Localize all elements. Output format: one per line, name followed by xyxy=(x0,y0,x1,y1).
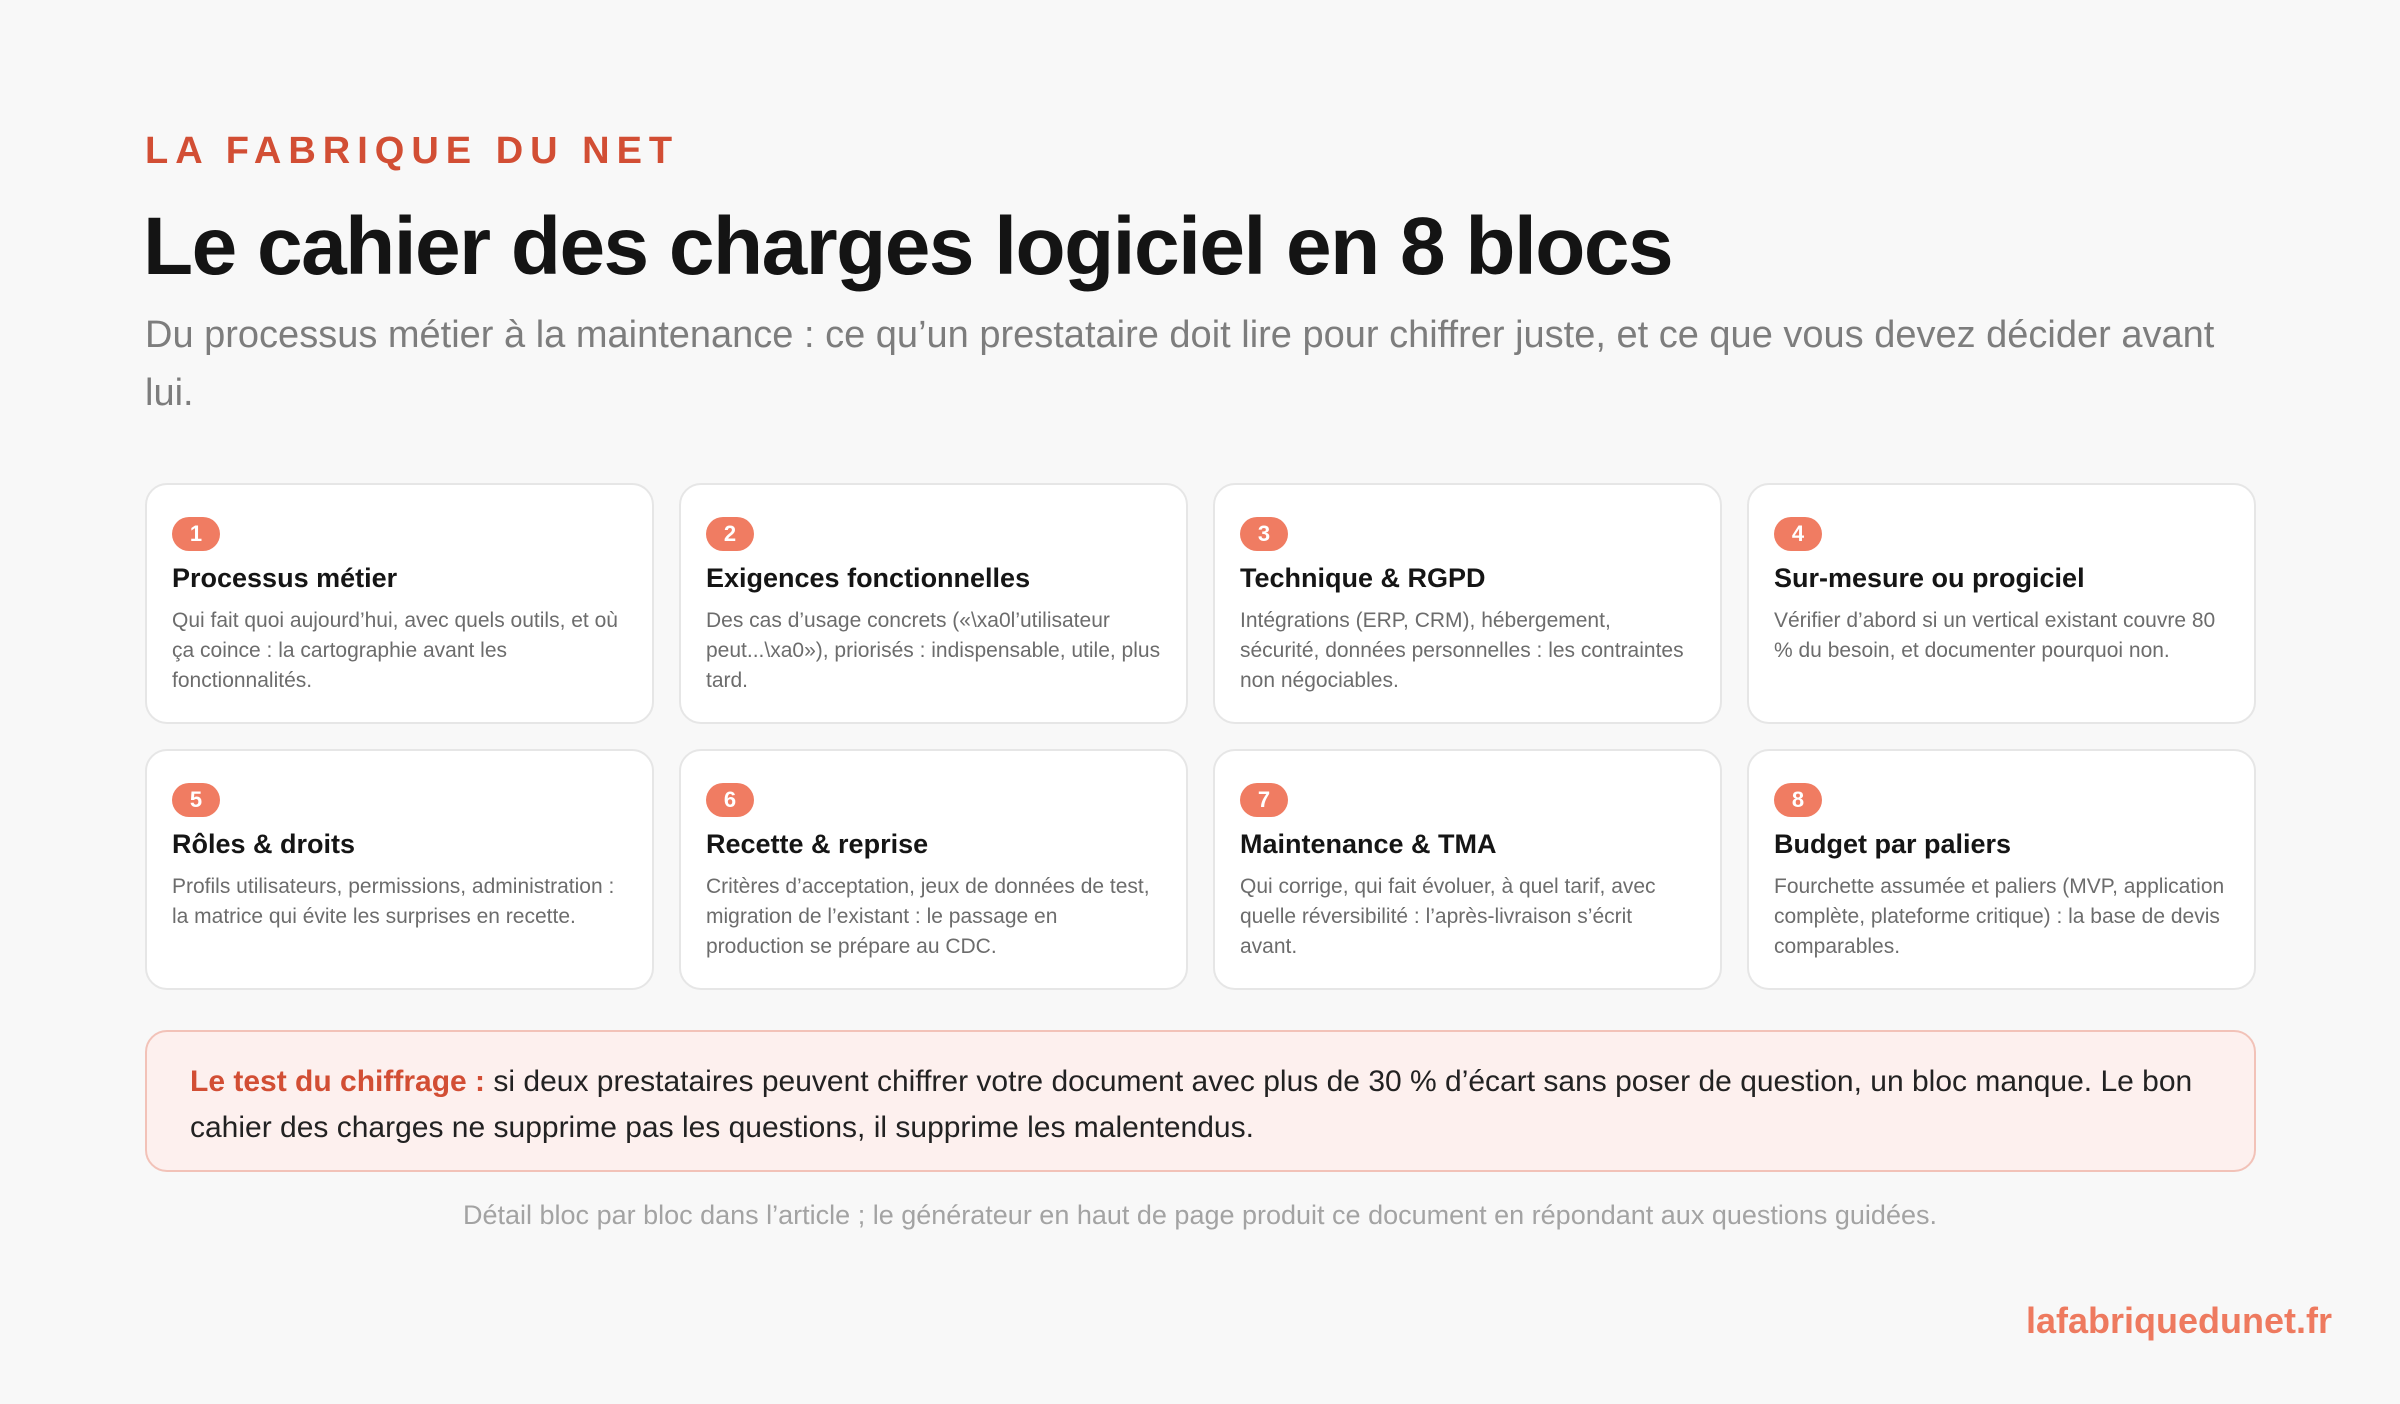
block-card-3 xyxy=(1213,483,1722,724)
block-description: Qui corrige, qui fait évoluer, à quel tarif, avec quelle réversibilité : l’après-livraison s’écrit avant. xyxy=(1240,875,1656,958)
callout-text: si deux prestataires peuvent chiffrer votre document avec plus de 30 % d’écart sans poser de question, un bloc manque. Le bon cahier des charges ne supprime pas les questions, il supprime les malentendus. xyxy=(190,1065,2193,1144)
block-description: Fourchette assumée et paliers (MVP, application complète, plateforme critique) : la base de devis comparables. xyxy=(1774,875,2225,958)
block-card-7 xyxy=(1213,749,1722,990)
block-description: Qui fait quoi aujourd’hui, avec quels outils, et où ça coince : la cartographie avant les fonctionnalités. xyxy=(172,609,618,692)
block-title: Sur-mesure ou progiciel xyxy=(1774,563,2085,593)
block-title: Budget par paliers xyxy=(1774,829,2012,859)
block-description: Profils utilisateurs, permissions, administration : la matrice qui évite les surprises en recette. xyxy=(172,875,615,928)
block-card-4 xyxy=(1747,483,2256,724)
block-title: Recette & reprise xyxy=(706,829,929,859)
block-card-1 xyxy=(145,483,654,724)
block-number-badge: 1 xyxy=(172,517,220,551)
block-number-badge: 7 xyxy=(1240,783,1288,817)
block-number-badge: 3 xyxy=(1240,517,1288,551)
block-number-badge: 5 xyxy=(172,783,220,817)
callout-label: Le test du chiffrage : xyxy=(190,1065,486,1098)
brand-label: LA FABRIQUE DU NET xyxy=(145,130,680,172)
block-title: Processus métier xyxy=(172,563,398,593)
block-card-2 xyxy=(679,483,1188,724)
block-title: Technique & RGPD xyxy=(1240,563,1486,593)
block-card-5 xyxy=(145,749,654,990)
pricing-test-callout xyxy=(145,1030,2256,1172)
page-title: Le cahier des charges logiciel en 8 blocs xyxy=(143,201,1673,292)
site-url: lafabriquedunet.fr xyxy=(2025,1300,2332,1341)
block-card-6 xyxy=(679,749,1188,990)
block-description: Intégrations (ERP, CRM), hébergement, sécurité, données personnelles : les contraintes non négociables. xyxy=(1240,609,1684,692)
block-description: Critères d’acceptation, jeux de données de test, migration de l’existant : le passage en production se prépare au CDC. xyxy=(706,875,1150,958)
block-number-badge: 4 xyxy=(1774,517,1822,551)
footnote: Détail bloc par bloc dans l’article ; le générateur en haut de page produit ce document en répondant aux questions guidées. xyxy=(463,1200,1937,1230)
page-subtitle: Du processus métier à la maintenance : ce qu’un prestataire doit lire pour chiffrer juste, et ce que vous devez décider avant lui. xyxy=(145,314,2215,414)
block-number-badge: 6 xyxy=(706,783,754,817)
block-title: Exigences fonctionnelles xyxy=(706,563,1031,593)
block-title: Rôles & droits xyxy=(172,829,356,859)
block-card-8 xyxy=(1747,749,2256,990)
block-number-badge: 2 xyxy=(706,517,754,551)
blocks-grid xyxy=(145,483,2256,990)
block-description: Vérifier d’abord si un vertical existant couvre 80 % du besoin, et documenter pourquoi non. xyxy=(1774,609,2216,662)
block-description: Des cas d’usage concrets («\xa0l’utilisateur peut...\xa0»), priorisés : indispensable, utile, plus tard. xyxy=(706,609,1161,692)
block-title: Maintenance & TMA xyxy=(1240,829,1497,859)
block-number-badge: 8 xyxy=(1774,783,1822,817)
